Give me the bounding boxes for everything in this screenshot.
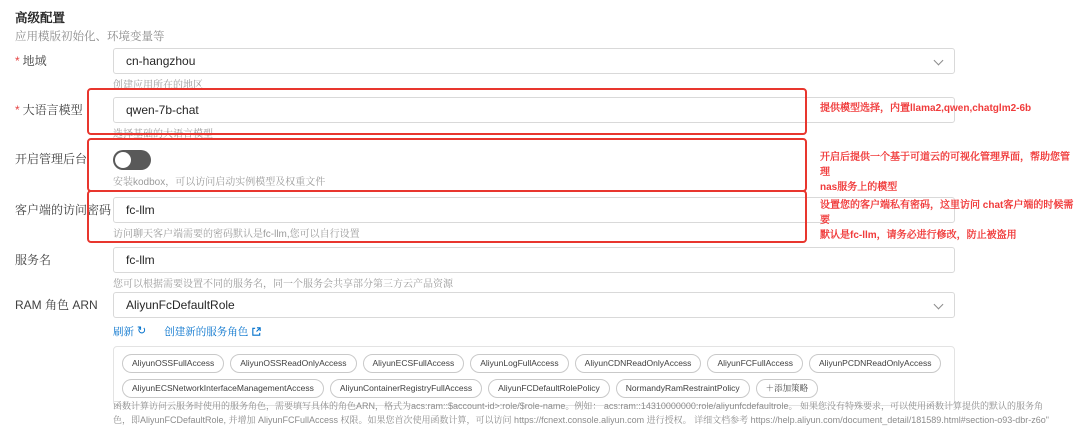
- policy-chip[interactable]: AliyunCDNReadOnlyAccess: [575, 354, 702, 373]
- chevron-down-icon: [934, 300, 944, 310]
- service-help: 您可以根据需要设置不同的服务名，同一个服务会共享部分第三方云产品资源: [113, 279, 453, 290]
- ram-role-description: 函数计算访问云服务时使用的服务角色，需要填写具体的角色ARN，格式为acs:ram::$account-id>:role/$role-name。例如： acs:ram::14310000000:role/aliyunfcdefaultrole。 如果您没有特殊要求，可以使用函数计算提供的默认的服务角色，即AliyunFCDefaultRole, 并增加 AliyunFCFullAccess 权限。如果您首次使用函数计算，可以访问 https://fcnext.console.aliyun.com 进行授权。 详细文档参考 https://help.aliyun.com/document_detail/181589.html#section-o93-dbr-z6o": [113, 401, 1049, 425]
- ram-role-select[interactable]: [113, 292, 955, 318]
- refresh-icon: ↻: [137, 325, 147, 337]
- policy-chip[interactable]: AliyunContainerRegistryFullAccess: [330, 379, 482, 398]
- password-label: 客户端的访问密码: [15, 203, 112, 217]
- region-select-value: cn-hangzhou: [126, 54, 196, 68]
- ram-label: RAM 角色 ARN: [15, 298, 98, 312]
- refresh-link[interactable]: 刷新 ↻: [113, 325, 147, 338]
- policy-chip-list: [113, 346, 955, 406]
- chevron-down-icon: [934, 56, 944, 66]
- page-subtitle: 应用模版初始化、环境变量等: [15, 31, 165, 43]
- service-label: 服务名: [15, 253, 52, 267]
- policy-chip[interactable]: AliyunLogFullAccess: [470, 354, 568, 373]
- policy-chip[interactable]: AliyunOSSReadOnlyAccess: [230, 354, 356, 373]
- policy-chip[interactable]: AliyunECSNetworkInterfaceManagementAccess: [122, 379, 324, 398]
- annotation-note-llm: 提供模型选择，内置llama2,qwen,chatglm2-6b: [820, 103, 1032, 114]
- ram-role-value: AliyunFcDefaultRole: [126, 298, 235, 312]
- policy-chip[interactable]: AliyunECSFullAccess: [363, 354, 465, 373]
- annotation-note-admin: 开启后提供一个基于可道云的可视化管理界面，帮助您管理 nas服务上的模型: [820, 152, 1070, 193]
- service-name-input[interactable]: [113, 247, 955, 273]
- password-help: 访问聊天客户端需要的密码默认是fc-llm,您可以自行设置: [113, 229, 360, 240]
- policy-chip[interactable]: AliyunFCDefaultRolePolicy: [488, 379, 610, 398]
- create-role-link[interactable]: 创建新的服务角色: [164, 324, 262, 339]
- admin-help: 安装kodbox，可以访问启动实例模型及权重文件: [113, 177, 326, 188]
- region-select[interactable]: [113, 48, 955, 74]
- admin-label: 开启管理后台: [15, 152, 88, 166]
- policy-chip[interactable]: AliyunPCDNReadOnlyAccess: [809, 354, 941, 373]
- required-mark: *: [15, 103, 20, 117]
- external-link-icon: [251, 326, 262, 337]
- annotation-note-password: 设置您的客户端私有密码，这里访问 chat客户端的时候需要 默认是fc-llm，请务必进行修改，防止被盗用: [820, 200, 1074, 241]
- llm-label: * 大语言模型: [15, 103, 83, 117]
- policy-chip[interactable]: AliyunOSSFullAccess: [122, 354, 224, 373]
- policy-chip[interactable]: NormandyRamRestraintPolicy: [616, 379, 750, 398]
- required-mark: *: [15, 54, 20, 68]
- add-policy-chip[interactable]: ＋添加策略: [756, 379, 819, 398]
- llm-help: 选择基础的大语言模型: [113, 129, 213, 140]
- page-title: 高级配置: [15, 11, 66, 25]
- toggle-knob: [115, 152, 131, 168]
- region-label: * 地域: [15, 54, 47, 68]
- region-help: 创建应用所在的地区: [113, 80, 203, 91]
- policy-chip[interactable]: AliyunFCFullAccess: [707, 354, 803, 373]
- admin-toggle[interactable]: [113, 150, 151, 170]
